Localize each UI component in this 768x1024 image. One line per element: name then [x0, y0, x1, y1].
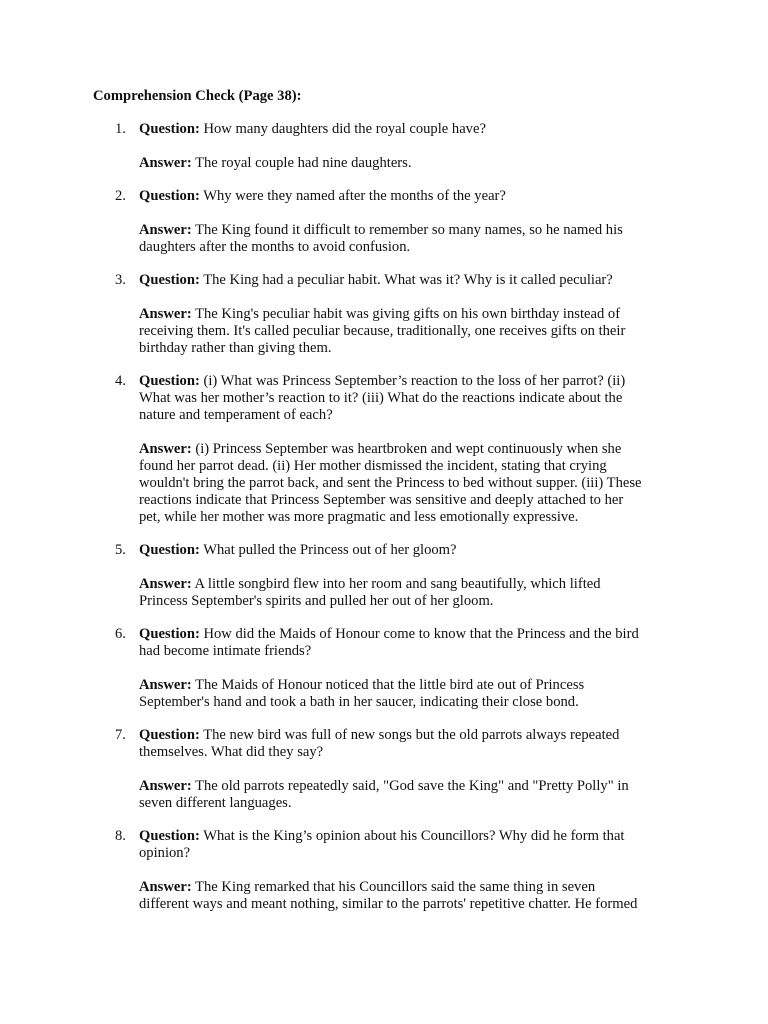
answer-body: The old parrots repeatedly said, "God save the King" and "Pretty Polly" in seven different languages. [139, 777, 629, 811]
question-label: Question: [139, 121, 200, 137]
question-label: Question: [139, 626, 200, 642]
item-number: 7. [115, 727, 126, 743]
item-number: 1. [115, 121, 126, 137]
question-text [139, 121, 679, 138]
question-body: What is the King’s opinion about his Councillors? Why did he form that opinion? [139, 828, 625, 861]
question-answer-list [115, 121, 679, 929]
question-body: How many daughters did the royal couple have? [203, 121, 486, 137]
question-text [139, 626, 679, 660]
qa-item [115, 121, 679, 172]
answer-label: Answer: [139, 777, 192, 794]
question-label: Question: [139, 272, 200, 288]
answer-text [139, 879, 679, 913]
question-body: Why were they named after the months of the year? [203, 188, 506, 204]
answer-label: Answer: [139, 440, 192, 457]
answer-body: A little songbird flew into her room and sang beautifully, which lifted Princess September's spirits and pulled her out of her gloom. [139, 575, 601, 609]
section-heading: Comprehension Check (Page 38): [93, 88, 302, 104]
question-text [139, 188, 679, 205]
qa-item [115, 828, 679, 913]
question-body: The King had a peculiar habit. What was it? Why is it called peculiar? [203, 272, 613, 288]
question-text [139, 727, 679, 761]
answer-body: The royal couple had nine daughters. [195, 154, 412, 171]
question-body: How did the Maids of Honour come to know that the Princess and the bird had become intimate friends? [139, 626, 639, 659]
question-label: Question: [139, 542, 200, 558]
answer-text [139, 306, 679, 357]
item-number: 3. [115, 272, 126, 288]
qa-item [115, 373, 679, 526]
question-text [139, 272, 679, 289]
qa-item [115, 727, 679, 812]
answer-label: Answer: [139, 154, 192, 171]
answer-body: The Maids of Honour noticed that the little bird ate out of Princess September's hand and took a bath in her saucer, indicating their close bond. [139, 676, 585, 710]
item-number: 5. [115, 542, 126, 558]
answer-label: Answer: [139, 221, 192, 238]
question-text [139, 542, 679, 559]
answer-text [139, 222, 679, 256]
question-body: What pulled the Princess out of her gloom? [203, 542, 457, 558]
answer-text [139, 576, 679, 610]
answer-label: Answer: [139, 575, 192, 592]
question-body: (i) What was Princess September’s reaction to the loss of her parrot? (ii) What was her mother’s reaction to it? (iii) What do the reactions indicate about the nature and temperament of each? [139, 373, 626, 423]
item-number: 8. [115, 828, 126, 844]
qa-item [115, 626, 679, 711]
item-number: 6. [115, 626, 126, 642]
answer-label: Answer: [139, 305, 192, 322]
qa-item [115, 542, 679, 610]
answer-body: (i) Princess September was heartbroken and wept continuously when she found her parrot dead. (ii) Her mother dismissed the incident, stating that crying wouldn't bring the parrot back, and sent the Princess to bed without supper. (iii) These reactions indicate that Princess September was sensitive and deeply attached to her pet, while her mother was more pragmatic and less emotionally expressive. [139, 440, 642, 525]
question-label: Question: [139, 828, 200, 844]
answer-text [139, 677, 679, 711]
answer-body: The King found it difficult to remember so many names, so he named his daughters after the months to avoid confusion. [139, 221, 623, 255]
answer-body: The King remarked that his Councillors said the same thing in seven different ways and meant nothing, similar to the parrots' repetitive chatter. He formed [139, 878, 638, 912]
question-label: Question: [139, 188, 200, 204]
question-text [139, 828, 679, 862]
item-number: 2. [115, 188, 126, 204]
question-body: The new bird was full of new songs but the old parrots always repeated themselves. What did they say? [139, 727, 620, 760]
qa-item [115, 188, 679, 256]
answer-text [139, 778, 679, 812]
item-number: 4. [115, 373, 126, 389]
question-text [139, 373, 679, 424]
answer-label: Answer: [139, 676, 192, 693]
qa-item [115, 272, 679, 357]
answer-text [139, 155, 679, 172]
answer-body: The King's peculiar habit was giving gifts on his own birthday instead of receiving them. It's called peculiar because, traditionally, one receives gifts on their birthday rather than giving them. [139, 305, 626, 356]
answer-label: Answer: [139, 878, 192, 895]
question-label: Question: [139, 727, 200, 743]
answer-text [139, 441, 679, 526]
question-label: Question: [139, 373, 200, 389]
